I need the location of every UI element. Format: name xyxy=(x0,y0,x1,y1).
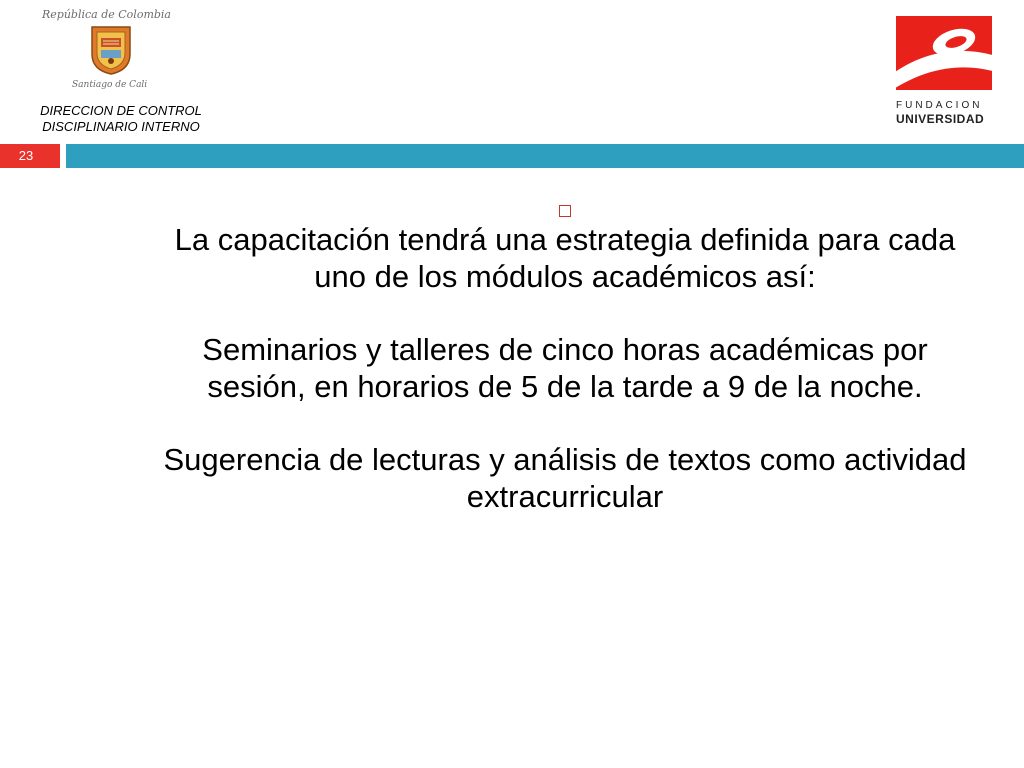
logo-top-text: República de Colombia xyxy=(42,8,171,21)
department-line-1: DIRECCION DE CONTROL xyxy=(40,103,202,118)
hollow-square-bullet-icon xyxy=(559,205,571,217)
page-number: 23 xyxy=(18,148,34,163)
slide-body xyxy=(160,205,970,515)
header-bar xyxy=(66,144,1024,168)
paragraph-seminars: Seminarios y talleres de cinco horas académicas por sesión, en horarios de 5 de la tarde a 9 de la noche. xyxy=(202,332,928,404)
page-number-badge xyxy=(0,144,60,168)
fundacion-logo-mark-icon xyxy=(896,16,992,90)
paragraph-readings: Sugerencia de lecturas y análisis de textos como actividad extracurricular xyxy=(163,442,967,514)
logo-bottom-text: Santiago de Cali xyxy=(72,80,148,90)
department-line-2: DISCIPLINARIO INTERNO xyxy=(42,119,200,134)
department-label xyxy=(0,103,242,135)
logo-line-1: FUNDACION xyxy=(896,100,983,111)
paragraph-strategy: La capacitación tendrá una estrategia definida para cada uno de los módulos académicos así: xyxy=(174,222,956,294)
fundacion-universidad-logo xyxy=(894,16,994,128)
coat-of-arms-icon xyxy=(88,24,134,76)
logo-line-2: UNIVERSIDAD xyxy=(896,112,985,126)
republica-colombia-logo xyxy=(38,4,188,96)
